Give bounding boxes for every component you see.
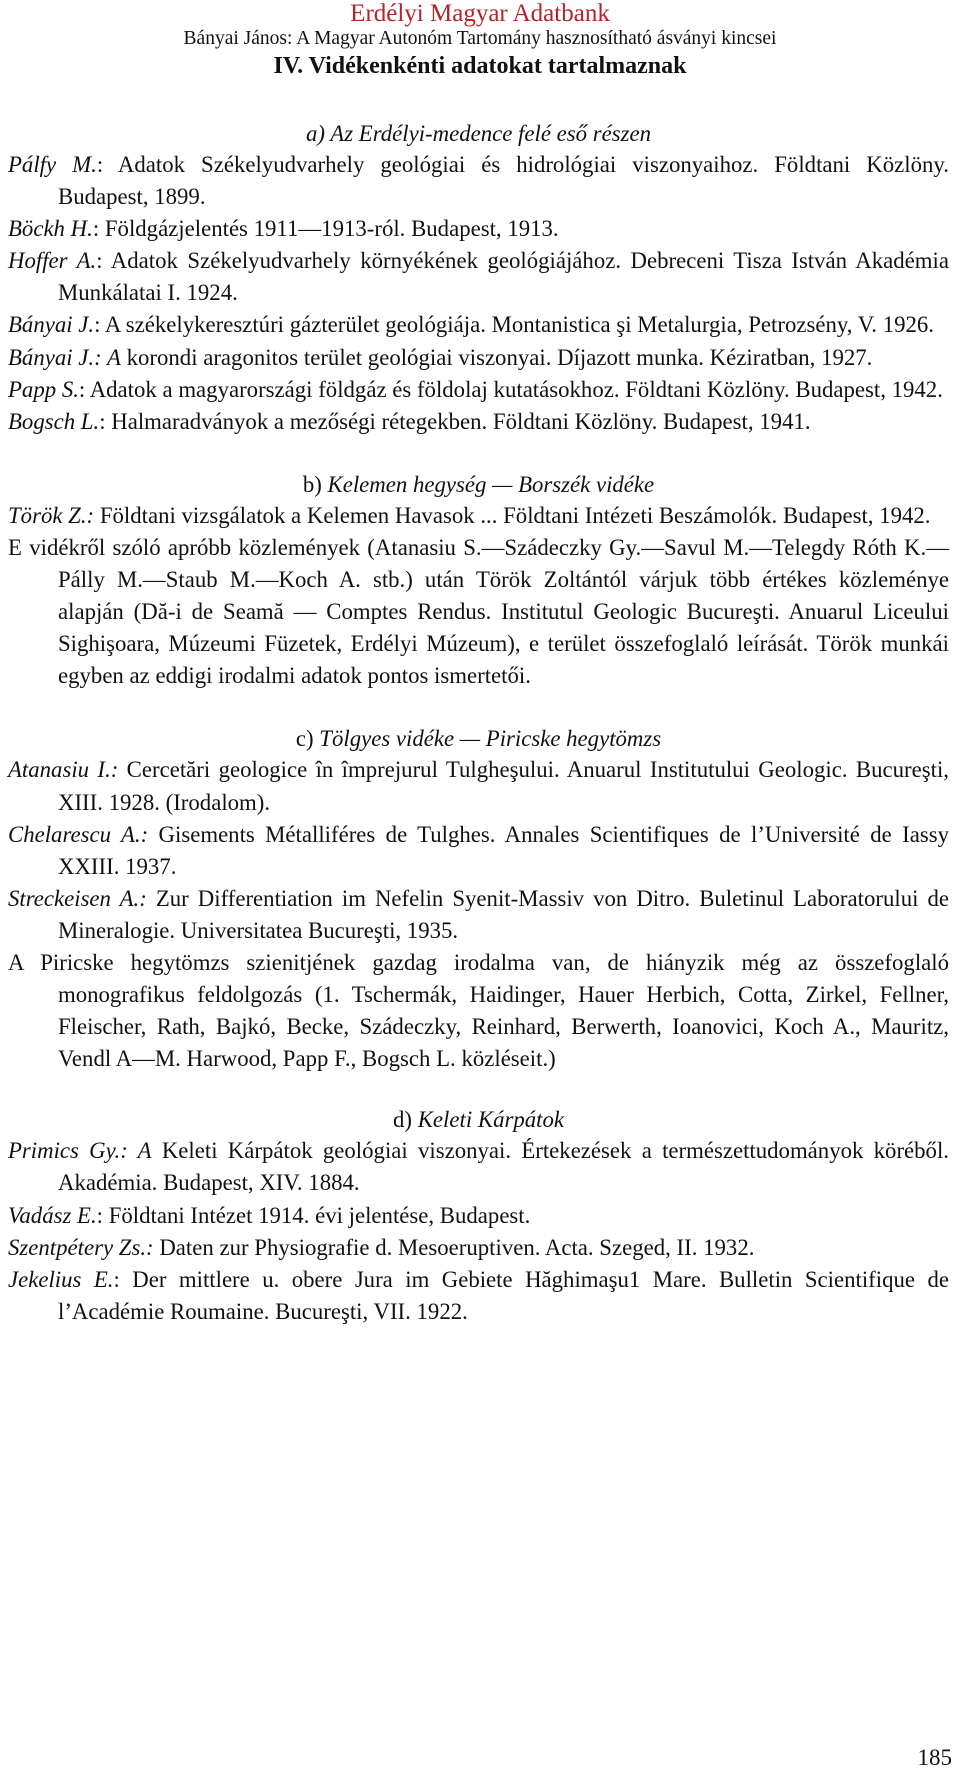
entry-author: Török Z.: [8, 502, 95, 528]
entry-text: Keleti Kárpátok geológiai viszonyai. Értekezések a természettudományok köréből. Akadémia. Budapest, XIV. 1884. [58, 1138, 949, 1196]
bib-entry [8, 500, 949, 532]
section-title: Kelemen hegység — Borszék vidéke [321, 471, 655, 497]
section-letter: d) [393, 1107, 413, 1133]
entry-text: : Földgázjelentés 1911—1913-ról. Budapest, 1913. [92, 216, 559, 242]
entry-author: Bányai J.: A [8, 344, 121, 370]
entry-author: Bányai J. [8, 312, 95, 338]
section-title: a) Az Erdélyi-medence felé eső részen [306, 121, 651, 146]
book-title: Bányai János: A Magyar Autonóm Tartomány hasznosítható ásványi kincsei [183, 28, 777, 49]
entry-author: Hoffer A. [8, 248, 97, 274]
entry-text: Gisements Métalliféres de Tulghes. Annales Scientifiques de l’Université de Iassy XXIII. 1937. [58, 821, 949, 879]
bibliography-content [8, 118, 949, 1328]
entry-text: Zur Differentiation im Nefelin Syenit-Massiv von Ditro. Buletinul Laboratorului de Mineralogie. Universitatea Bucureşti, 1935. [58, 885, 949, 943]
bib-entry [8, 819, 949, 883]
entry-author: Pálfy M. [8, 152, 97, 177]
bib-entry [8, 1232, 949, 1264]
section-letter: b) [302, 471, 322, 497]
page-header [0, 0, 960, 81]
bib-entry [8, 309, 949, 341]
entry-author: Jekelius E. [8, 1266, 114, 1292]
section-heading-c [8, 723, 949, 754]
page-number: 185 [917, 1745, 952, 1770]
site-title: Erdélyi Magyar Adatbank [350, 0, 610, 27]
bib-entry [8, 213, 949, 245]
entry-author: Atanasiu I.: [8, 757, 119, 783]
entry-text: : Földtani Intézet 1914. évi jelentése, Budapest. [96, 1202, 531, 1228]
entry-author: Papp S. [8, 376, 79, 402]
bib-entry [8, 374, 949, 406]
chapter-heading: IV. Vidékenkénti adatokat tartalmaznak [273, 53, 687, 79]
spacer [8, 692, 949, 723]
section-title: Tölgyes vidéke — Piricske hegytömzs [313, 726, 662, 752]
bib-note [8, 532, 949, 692]
spacer [8, 1075, 949, 1104]
entry-text: A Piricske hegytömzs szienitjének gazdag irodalma van, de hiányzik még az összefoglaló monografikus feldolgozás (1. Tschermák, Haidinger, Hauer Herbich, Cotta, Zirkel, Fellner, Fleischer, Rath, Bajkó, Becke, Szádeczky, Reinhard, Berwerth, Ioanovici, Koch A., Mauritz, Vendl A—M. Harwood, Papp F., Bogsch L. közléseit.) [8, 949, 949, 1072]
bib-entry [8, 149, 949, 213]
entry-text: Cercetări geologice în împrejurul Tulgheşului. Anuarul Institutului Geologic. Bucureşti, XIII. 1928. (Irodalom). [58, 757, 949, 815]
section-heading-d [8, 1104, 949, 1135]
entry-text: : A székelykeresztúri gázterület geológiája. Montanistica şi Metalurgia, Petrozsény, V. 1926. [94, 312, 934, 338]
section-letter: c) [295, 726, 314, 752]
bib-entry [8, 406, 949, 438]
bib-entry [8, 754, 949, 818]
spacer [8, 438, 949, 469]
entry-author: Streckeisen A.: [8, 885, 147, 911]
entry-text: : Adatok Székelyudvarhely környékének geológiájához. Debreceni Tisza István Akadémia Munkálatai I. 1924. [58, 248, 949, 306]
entry-text: : Halmaradványok a mezőségi rétegekben. Földtani Közlöny. Budapest, 1941. [99, 408, 811, 434]
bib-entry [8, 883, 949, 947]
section-title: Keleti Kárpátok [412, 1107, 564, 1133]
entry-author: Chelarescu A.: [8, 821, 149, 847]
section-heading-b [8, 469, 949, 500]
entry-text: Földtani vizsgálatok a Kelemen Havasok ... Földtani Intézeti Beszámolók. Budapest, 1942. [94, 502, 931, 528]
entry-text: : Der mittlere u. obere Jura im Gebiete Hăghimaşu1 Mare. Bulletin Scientifique de l’Académie Roumaine. Bucureşti, VII. 1922. [58, 1266, 949, 1324]
entry-author: Primics Gy.: A [8, 1138, 152, 1164]
section-heading-a [8, 118, 949, 149]
entry-text: : Adatok a magyarországi földgáz és földolaj kutatásokhoz. Földtani Közlöny. Budapest, 1942. [78, 376, 943, 402]
bib-entry [8, 342, 949, 374]
entry-author: Vadász E. [8, 1202, 97, 1228]
entry-text: Daten zur Physiografie d. Mesoeruptiven. Acta. Szeged, II. 1932. [153, 1234, 755, 1260]
entry-author: Szentpétery Zs.: [8, 1234, 154, 1260]
entry-author: Böckh H. [8, 216, 93, 242]
bib-entry [8, 1264, 949, 1328]
entry-text: : Adatok Székelyudvarhely geológiai és hidrológiai viszonyaihoz. Földtani Közlöny. Budapest, 1899. [58, 152, 949, 210]
entry-author: Bogsch L. [8, 408, 100, 434]
entry-text: E vidékről szóló apróbb közlemények (Atanasiu S.—Szádeczky Gy.—Savul M.—Telegdy Róth K.—Pálly M.—Staub M.—Koch A. stb.) után Török Zoltántól várjuk több értékes közleménye alapján (Dă-i de Seamă — Comptes Rendus. Institutul Geologic Bucureşti. Anuarul Liceului Sighişoara, Múzeumi Füzetek, Erdélyi Múzeum), e terület összefoglaló leírását. Török munkái egyben az eddigi irodalmi adatok pontos ismertetői. [8, 534, 949, 689]
entry-text: korondi aragonitos terület geológiai viszonyai. Díjazott munka. Kéziratban, 1927. [120, 344, 873, 370]
bib-entry [8, 245, 949, 309]
bib-entry [8, 1135, 949, 1199]
bib-entry [8, 1200, 949, 1232]
bib-note [8, 947, 949, 1075]
